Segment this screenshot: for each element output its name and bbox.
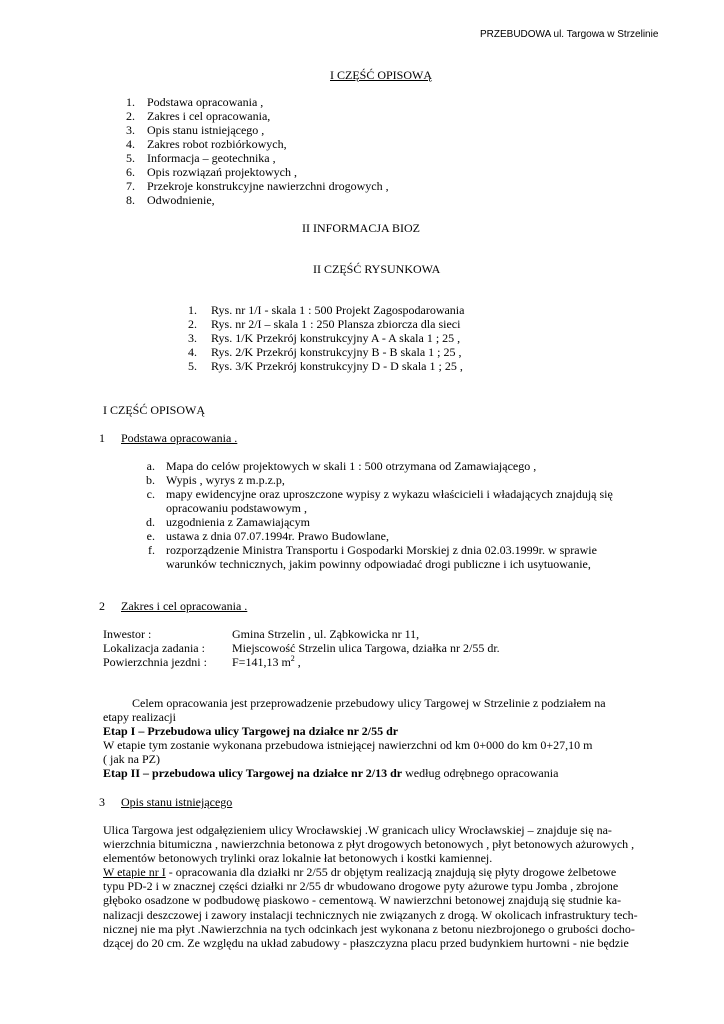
basis-item-text: warunków technicznych, jakim powinny odpowiadać drogi publiczne i ich usytuowanie, [166, 557, 591, 571]
toc-item-label: Zakres robot rozbiórkowych, [147, 137, 287, 151]
drawing-item [0, 331, 724, 345]
running-header: PRZEBUDOWA ul. Targowa w Strzelinie [480, 29, 659, 40]
basis-item-text: Mapa do celów projektowych w skali 1 : 500 otrzymana od Zamawiającego , [166, 459, 537, 473]
info-label: Powierzchnia jezdni : [103, 655, 207, 669]
desc-line-1: Ulica Targowa jest odgałęzieniem ulicy Wrocławskiej .W granicach ulicy Wrocławskiej – znajduje się na- [103, 823, 612, 837]
subsection-3-title: Opis stanu istniejącego [121, 795, 233, 809]
goal-paragraph [103, 696, 659, 781]
etap-1-description: W etapie tym zostanie wykonana przebudowa istniejącej nawierzchni od km 0+000 do km 0+27,10 m [103, 738, 593, 753]
toc-item-label: Przekroje konstrukcyjne nawierzchni drogowych , [147, 179, 389, 193]
subsection-3-number: 3 [99, 795, 105, 809]
drawing-item-label: Rys. nr 1/I - skala 1 : 500 Projekt Zagospodarowania [211, 303, 465, 317]
toc-item [0, 123, 724, 137]
basis-item [0, 487, 724, 501]
toc-item-number: 8. [126, 193, 135, 207]
drawing-item-number: 2. [188, 317, 197, 331]
toc-item-number: 1. [126, 95, 135, 109]
desc2-line-5: nicznej nie ma płyt .Nawierzchnia na tych odcinkach jest wykonana z betonu niezbrojonego o grubości docho- [103, 921, 635, 936]
toc-title-drawings: II CZĘŚĆ RYSUNKOWA [313, 262, 441, 276]
basis-item-text: uzgodnienia z Zamawiającym [166, 515, 310, 529]
info-label: Lokalizacja zadania : [103, 641, 205, 655]
basis-item-letter: c. [146, 487, 155, 501]
desc2-line-3: głęboko osadzone w podbudowę piaskowo - cementową. W nawierzchni betonowej znajdują się studnie ka- [103, 893, 622, 908]
drawing-item-number: 4. [188, 345, 197, 359]
desc2-line-4: nalizacji deszczowej i zawory instalacji technicznych nie związanych z drogą. W okolicach infrastruktury tech- [103, 907, 638, 922]
basis-item-letter: f. [148, 543, 155, 557]
toc-item-label: Podstawa opracowania , [147, 95, 264, 109]
basis-item-letter: b. [146, 473, 155, 487]
basis-item [0, 473, 724, 487]
desc2-line-2: typu PD-2 i w znacznej części działki nr 2/55 dr wbudowano drogowe pyty ażurowe typu Jomba , zbrojone [103, 879, 619, 894]
desc2-first-text: - opracowania dla działki nr 2/55 dr objętym realizacją znajdują się płyty drogowe żelbetowe [165, 865, 617, 880]
basis-item-text: rozporządzenie Ministra Transportu i Gospodarki Morskiej z dnia 02.03.1999r. w sprawie [166, 543, 597, 557]
toc-item-number: 2. [126, 109, 135, 123]
desc-line-3: elementów betonowych trylinki oraz lokalnie łat betonowych i kostki kamiennej. [103, 851, 493, 866]
info-row [0, 655, 724, 669]
desc-line-2: wierzchnia bitumiczna , nawierzchnia betonowa z płyt drogowych betonowych , płyt betonowych ażurowych , [103, 837, 635, 852]
desc2-line-6: dzącej do 20 cm. Ze względu na układ zabudowy - płaszczyzna placu przed budynkiem hurtowni - nie będzie [103, 935, 629, 950]
toc-item [0, 95, 724, 109]
toc-item [0, 109, 724, 123]
etap-I-label: W etapie nr I [103, 865, 166, 880]
drawing-item-label: Rys. 1/K Przekrój konstrukcyjny A - A skala 1 ; 25 , [211, 331, 461, 345]
section-heading: I CZĘŚĆ OPISOWĄ [103, 403, 206, 417]
drawing-item-number: 5. [188, 359, 197, 373]
existing-state-paragraph [103, 823, 659, 950]
basis-item-text: Wypis , wyrys z m.p.z.p, [166, 473, 285, 487]
subsection-1-title: Podstawa opracowania . [121, 431, 238, 445]
basis-item-text: ustawa z dnia 07.07.1994r. Prawo Budowlane, [166, 529, 389, 543]
toc-item [0, 179, 724, 193]
info-label: Inwestor : [103, 627, 152, 641]
toc-item [0, 137, 724, 151]
info-value-text: Miejscowość Strzelin ulica Targowa, działka nr 2/55 dr. [232, 641, 500, 655]
basis-item [0, 529, 724, 543]
info-row [0, 641, 724, 655]
toc-item-label: Zakres i cel opracowania, [147, 109, 271, 123]
toc-item-label: Opis stanu istniejącego , [147, 123, 265, 137]
etap-1-title: Etap I – Przebudowa ulicy Targowej na działce nr 2/55 dr [103, 724, 399, 739]
basis-item [0, 501, 724, 515]
etap-1-note: ( jak na PZ) [103, 752, 160, 767]
drawing-item-number: 3. [188, 331, 197, 345]
subsection-2-title: Zakres i cel opracowania . [121, 599, 248, 613]
basis-item [0, 515, 724, 529]
drawing-item [0, 317, 724, 331]
toc-item-number: 6. [126, 165, 135, 179]
basis-item-text: opracowaniu podstawowym , [166, 501, 307, 515]
info-value-superscript: 2 [290, 654, 295, 663]
info-value [232, 641, 500, 655]
subsection-2-number: 2 [99, 599, 105, 613]
info-row [0, 627, 724, 641]
goal-line-2: etapy realizacji [103, 710, 176, 725]
info-value [232, 627, 419, 641]
info-value-text: Gmina Strzelin , ul. Ząbkowicka nr 11, [232, 627, 420, 641]
drawing-item-label: Rys. 3/K Przekrój konstrukcyjny D - D skala 1 ; 25 , [211, 359, 463, 373]
etap-2-title: Etap II – przebudowa ulicy Targowej na działce nr 2/13 dr [103, 766, 403, 781]
toc-item [0, 151, 724, 165]
goal-line-1: Celem opracowania jest przeprowadzenie przebudowy ulicy Targowej w Strzelinie z podziałem na [132, 696, 606, 710]
subsection-1-number: 1 [99, 431, 105, 445]
toc-item-label: Opis rozwiązań projektowych , [147, 165, 297, 179]
drawing-item [0, 345, 724, 359]
drawing-item-number: 1. [188, 303, 197, 317]
toc-item-label: Odwodnienie, [147, 193, 215, 207]
drawing-item-label: Rys. nr 2/I – skala 1 : 250 Plansza zbiorcza dla sieci [211, 317, 461, 331]
info-value [232, 655, 301, 669]
desc2-line-1 [103, 865, 659, 879]
basis-item [0, 543, 724, 557]
drawing-item [0, 359, 724, 373]
basis-item [0, 459, 724, 473]
toc-item [0, 165, 724, 179]
toc-item-number: 5. [126, 151, 135, 165]
basis-item-letter: d. [146, 515, 155, 529]
etap-2-line [103, 766, 659, 780]
drawing-item [0, 303, 724, 317]
toc-item-number: 4. [126, 137, 135, 151]
drawing-item-label: Rys. 2/K Przekrój konstrukcyjny B - B skala 1 ; 25 , [211, 345, 462, 359]
basis-item-text: mapy ewidencyjne oraz uproszczone wypisy z wykazu właścicieli i władających znajdują się [166, 487, 613, 501]
etap-2-tail: według odrębnego opracowania [402, 766, 559, 781]
toc-title-bioz: II INFORMACJA BIOZ [302, 221, 421, 235]
basis-item-letter: a. [146, 459, 155, 473]
toc-title-descriptive: I CZĘŚĆ OPISOWĄ [330, 68, 433, 82]
basis-item [0, 557, 724, 571]
toc-item-number: 3. [126, 123, 135, 137]
info-value-tail: , [294, 655, 301, 669]
toc-item-label: Informacja – geotechnika , [147, 151, 276, 165]
basis-item-letter: e. [146, 529, 155, 543]
info-value-text: F=141,13 m [232, 655, 291, 669]
toc-item [0, 193, 724, 207]
toc-item-number: 7. [126, 179, 135, 193]
